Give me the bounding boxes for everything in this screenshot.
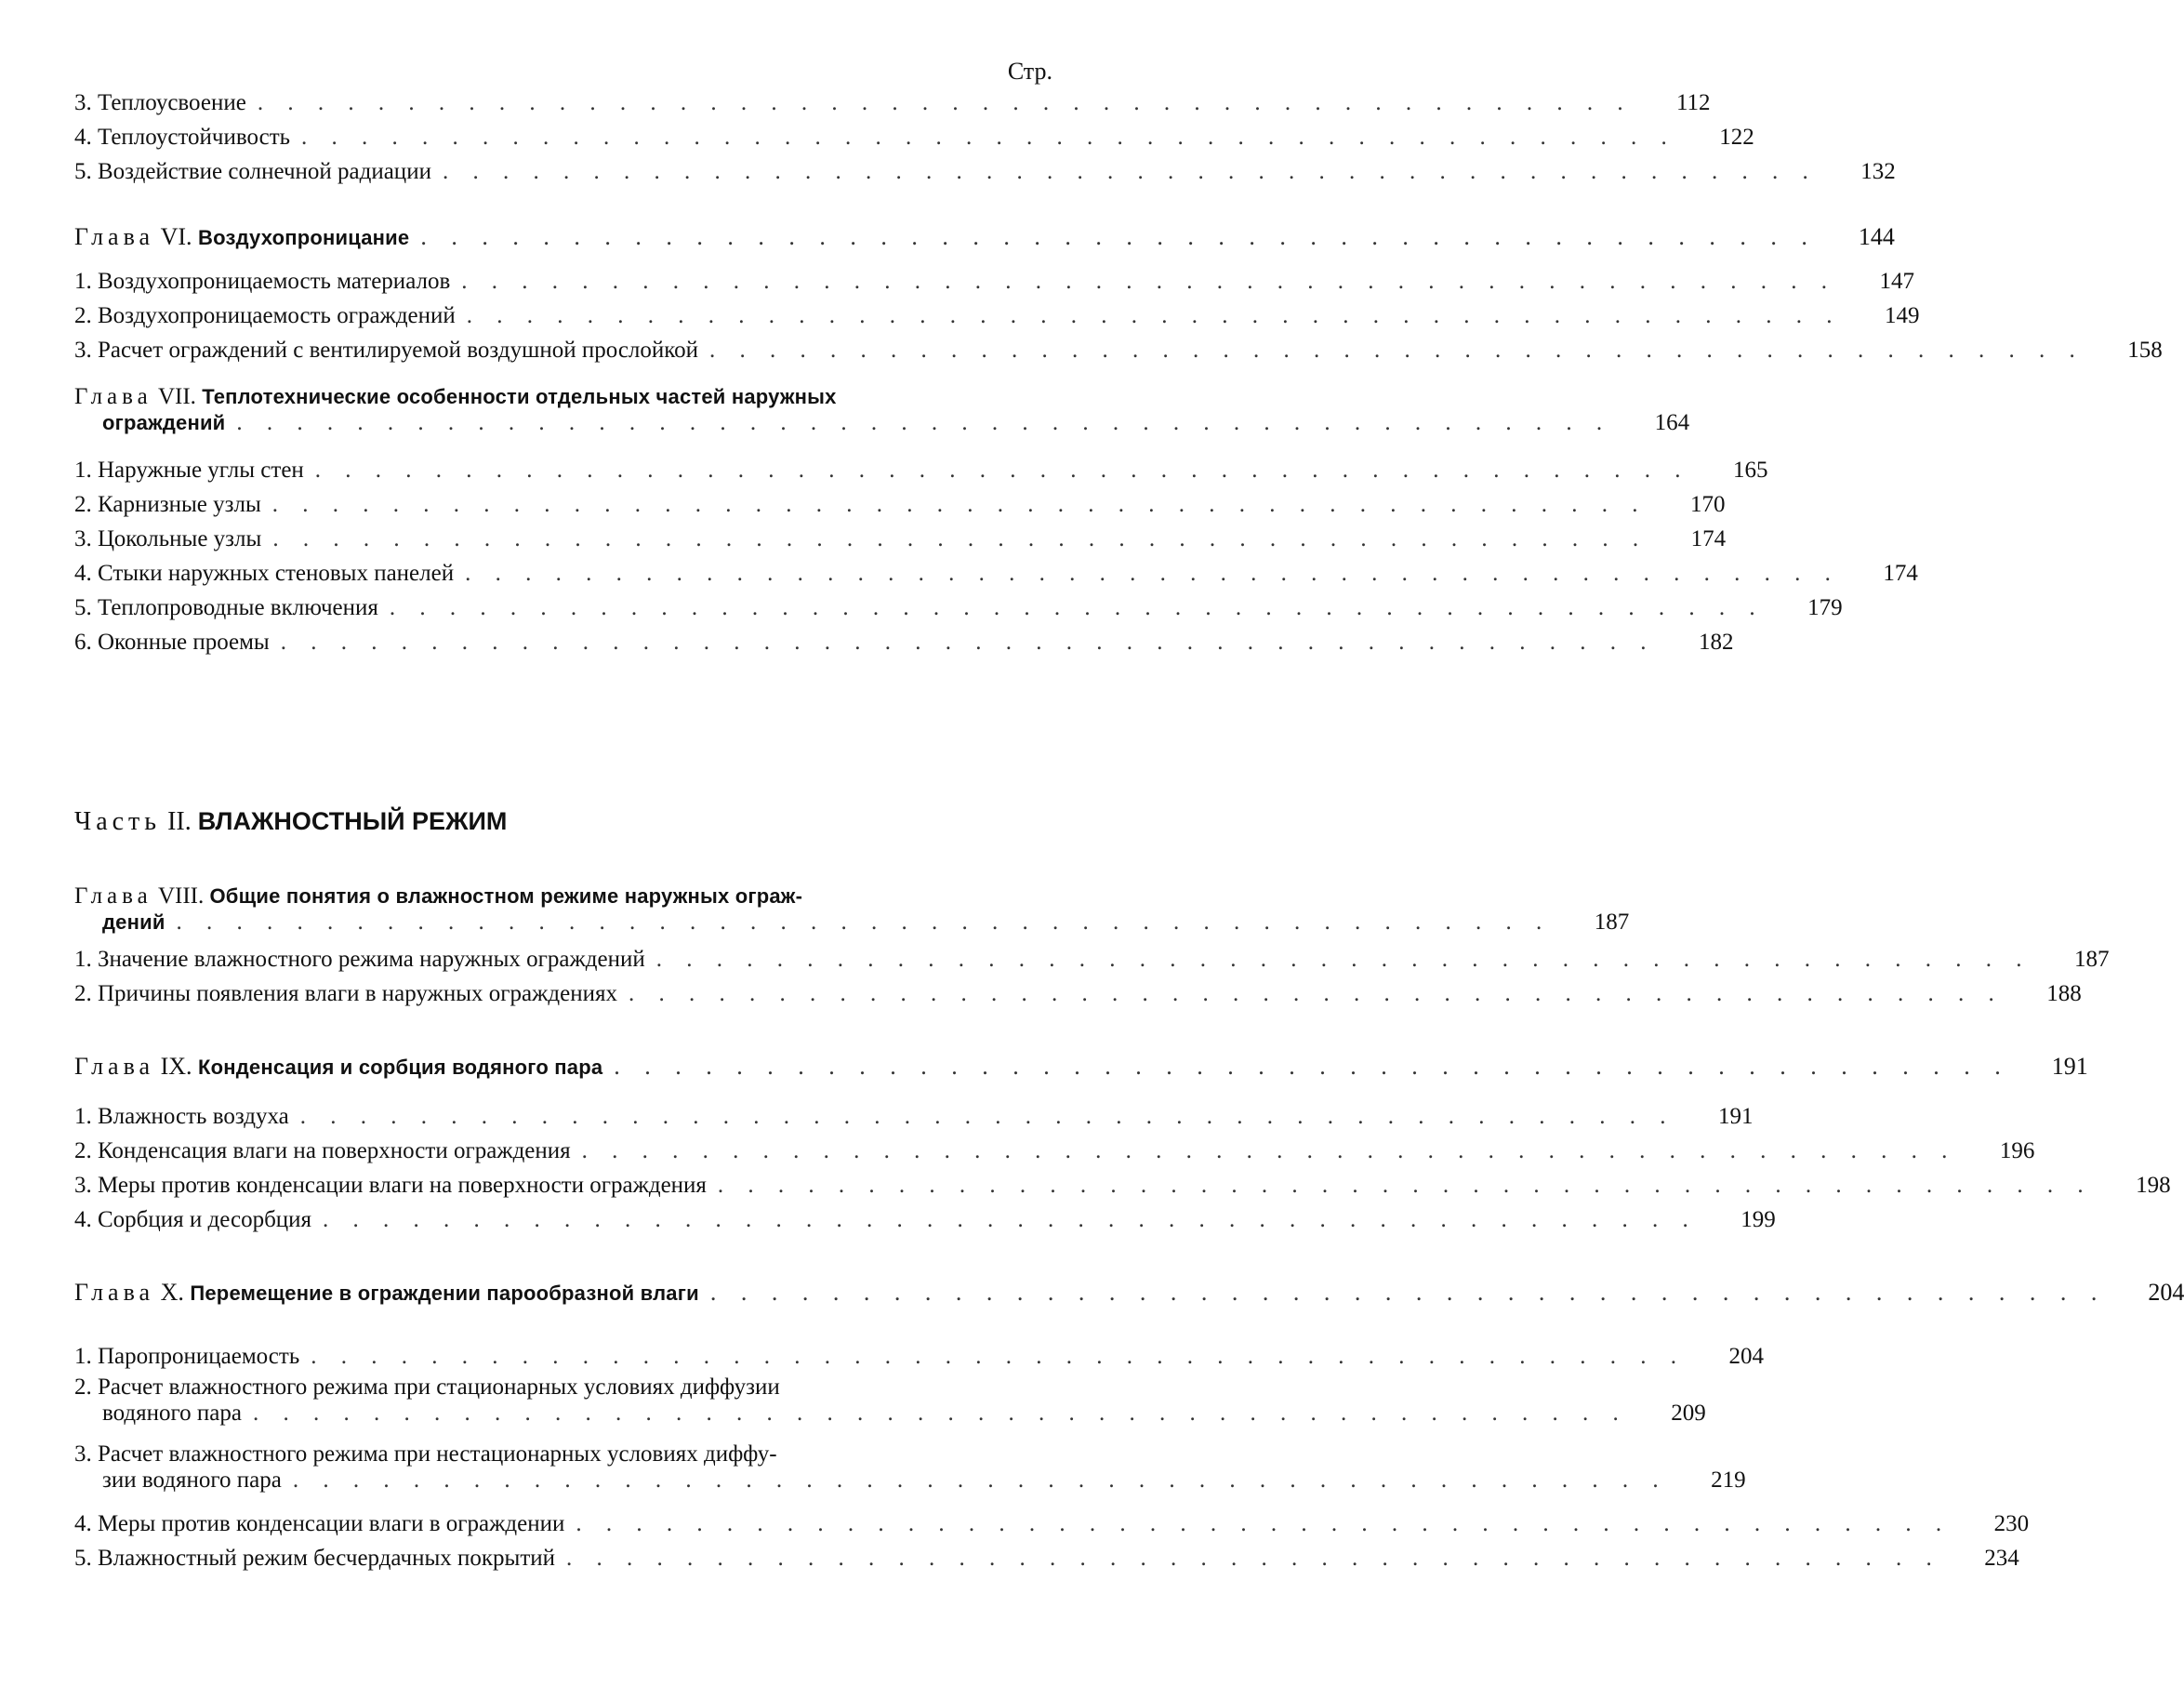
leader-dots: . . . . . . . . . . . . . . . . . . . . . . . . . . . . . . . . . . . . . . . . . . . . . . (272, 526, 1648, 551)
chapter-heading (74, 1052, 2088, 1082)
entry-page: 187 (1594, 910, 1630, 935)
chapter-word: Глава (74, 1053, 155, 1080)
leader-dots: . . . . . . . . . . . . . . . . . . . . . . . . . . . . . . . . . . . . . . . . . . . . . . (442, 159, 1818, 184)
chapter-number: VI. (160, 223, 192, 250)
chapter-number: IX. (160, 1053, 192, 1080)
entry-page: 174 (1690, 526, 1727, 551)
toc-entry (74, 490, 1726, 520)
toc-entry (74, 1205, 1776, 1235)
leader-dots: . . . . . . . . . . . . . . . . . . . . . . . . . . . . . . . . . . . . . . . . . . . . . . (389, 595, 1765, 620)
entry-title-continued: зии водяного пара (102, 1468, 282, 1493)
entry-title: 2. Причины появления влаги в наружных ограждениях (74, 981, 617, 1006)
entry-page: 204 (1728, 1344, 1764, 1369)
chapter-name: Воздухопроницание (198, 226, 410, 249)
leader-dots: . . . . . . . . . . . . . . . . . . . . . . . . . . . . . . . . . . . . . . . . . . . . . . (717, 1173, 2093, 1198)
entry-page: 165 (1733, 458, 1768, 483)
leader-dots: . . . . . . . . . . . . . . . . . . . . . . . . . . . . . . . . . . . . . . . . . . . . . . (420, 223, 1817, 250)
chapter-title (74, 1052, 602, 1082)
leader-dots: . . . . . . . . . . . . . . . . . . . . . . . . . . . . . . . . . . . . . . . . . . . . . . (709, 1279, 2107, 1306)
leader-dots: . . . . . . . . . . . . . . . . . . . . . . . . . . . . . . . . . . . . . . . . . . . . . . (566, 1546, 1941, 1571)
chapter-word: Глава (74, 223, 155, 250)
entry-title: 4. Стыки наружных стеновых панелей (74, 561, 455, 586)
entry-title: 3. Меры против конденсации влаги на поверхности ограждения (74, 1173, 707, 1198)
chapter-name: Общие понятия о влажностном режиме наружных ограж- (209, 884, 803, 908)
entry-page: 196 (1999, 1138, 2035, 1163)
entry-page: 122 (1719, 125, 1754, 150)
entry-title: 2. Карнизные узлы (74, 492, 261, 517)
leader-dots: . . . . . . . . . . . . . . . . . . . . . . . . . . . . . . . . . . . . . . . . . . . . . . (655, 947, 2032, 972)
leader-dots: . . . . . . . . . . . . . . . . . . . . . . . . . . . . . . . . . . . . . . . . . . . . . . (461, 269, 1837, 294)
leader-dots: . . . . . . . . . . . . . . . . . . . . . . . . . . . . . . . . . . . . . . . . . . . . . . (257, 90, 1633, 115)
entry-page: 234 (1984, 1546, 2019, 1571)
leader-dots: . . . . . . . . . . . . . . . . . . . . . . . . . . . . . . . . . . . . . . . . . . . . . . (301, 125, 1676, 150)
page-column-header: Стр. (1007, 58, 1052, 85)
entry-title-line (74, 1468, 1746, 1494)
entry-title: 3. Цокольные узлы (74, 526, 262, 551)
toc-entry (74, 1509, 2030, 1539)
chapter-title (74, 222, 409, 253)
leader-dots: . . . . . . . . . . . . . . . . . . . . . . . . . . . . . . . . . . . . . . . . . . . . . . (311, 1344, 1686, 1369)
leader-dots: . . . . . . . . . . . . . . . . . . . . . . . . . . . . . . . . . . . . . . . . . . . . . . (628, 981, 2004, 1006)
entry-page: 187 (2073, 947, 2110, 972)
toc-entry (74, 336, 2163, 365)
toc-entry (74, 267, 1915, 297)
entry-page: 182 (1698, 630, 1734, 655)
toc-entry (74, 1171, 2171, 1201)
chapter-title-line (74, 910, 1630, 936)
chapter-name: Теплотехнические особенности отдельных частей наружных (202, 385, 837, 408)
leader-dots: . . . . . . . . . . . . . . . . . . . . . . . . . . . . . . . . . . . . . . . . . . . . . . (576, 1511, 1952, 1536)
entry-title: 1. Наружные углы стен (74, 458, 304, 483)
entry-page: 164 (1654, 410, 1690, 435)
entry-title: 5. Теплопроводные включения (74, 595, 378, 620)
toc-entry (74, 628, 1734, 657)
entry-page: 199 (1741, 1207, 1776, 1232)
entry-page: 204 (2148, 1279, 2184, 1306)
toc-entry (74, 123, 1754, 153)
part-title: ВЛАЖНОСТНЫЙ РЕЖИМ (197, 807, 508, 835)
entry-title: 5. Влажностный режим бесчердачных покрытий (74, 1546, 556, 1571)
entry-page: 149 (1885, 303, 1920, 328)
toc-entry (74, 945, 2110, 975)
chapter-title (74, 1278, 699, 1308)
entry-title: 1. Значение влажностного режима наружных ограждений (74, 947, 645, 972)
chapter-number: VIII. (157, 883, 205, 909)
entry-title: 1. Воздухопроницаемость материалов (74, 269, 451, 294)
chapter-word: Глава (74, 883, 152, 909)
chapter-heading (74, 883, 1630, 936)
chapter-title-line (74, 384, 1051, 410)
entry-page: 147 (1879, 269, 1915, 294)
entry-title-line (74, 1401, 1706, 1427)
leader-dots: . . . . . . . . . . . . . . . . . . . . . . . . . . . . . . . . . . . . . . . . . . . . . . (614, 1053, 2010, 1080)
entry-title-continued: водяного пара (102, 1401, 242, 1426)
chapter-title-line (74, 883, 1051, 910)
leader-dots: . . . . . . . . . . . . . . . . . . . . . . . . . . . . . . . . . . . . . . . . . . . . . . (176, 910, 1552, 935)
entry-title: 5. Воздействие солнечной радиации (74, 159, 431, 184)
entry-title-line: 3. Расчет влажностного режима при нестационарных условиях диффу- (74, 1441, 777, 1467)
leader-dots: . . . . . . . . . . . . . . . . . . . . . . . . . . . . . . . . . . . . . . . . . . . . . . (581, 1138, 1957, 1163)
leader-dots: . . . . . . . . . . . . . . . . . . . . . . . . . . . . . . . . . . . . . . . . . . . . . . (465, 561, 1840, 586)
entry-title: 4. Сорбция и десорбция (74, 1207, 312, 1232)
part-heading (74, 807, 507, 837)
chapter-word: Глава (74, 1279, 155, 1306)
entry-title: 1. Паропроницаемость (74, 1344, 300, 1369)
entry-title: 2. Конденсация влаги на поверхности ограждения (74, 1138, 571, 1163)
entry-page: 209 (1671, 1401, 1706, 1426)
entry-page: 198 (2136, 1173, 2171, 1198)
toc-entry (74, 559, 1918, 589)
leader-dots: . . . . . . . . . . . . . . . . . . . . . . . . . . . . . . . . . . . . . . . . . . . . . . (236, 410, 1612, 435)
entry-title-line: 2. Расчет влажностного режима при стационарных условиях диффузии (74, 1375, 780, 1400)
entry-page: 191 (2051, 1053, 2088, 1080)
entry-page: 158 (2127, 338, 2163, 363)
chapter-name: Перемещение в ограждении парообразной влаги (190, 1282, 699, 1305)
entry-page: 170 (1690, 492, 1726, 517)
part-word: Часть (74, 807, 162, 836)
entry-title: 3. Теплоусвоение (74, 90, 246, 115)
leader-dots: . . . . . . . . . . . . . . . . . . . . . . . . . . . . . . . . . . . . . . . . . . . . . . (252, 1401, 1628, 1426)
entry-title: 6. Оконные проемы (74, 630, 270, 655)
toc-entry (74, 979, 2082, 1009)
entry-page: 144 (1858, 223, 1895, 250)
entry-page: 191 (1718, 1104, 1754, 1129)
chapter-heading (74, 222, 1895, 253)
entry-page: 132 (1860, 159, 1896, 184)
chapter-number: X. (160, 1279, 184, 1306)
entry-page: 179 (1807, 595, 1843, 620)
leader-dots: . . . . . . . . . . . . . . . . . . . . . . . . . . . . . . . . . . . . . . . . . . . . . . (271, 492, 1648, 517)
chapter-heading (74, 384, 1690, 436)
leader-dots: . . . . . . . . . . . . . . . . . . . . . . . . . . . . . . . . . . . . . . . . . . . . . . (466, 303, 1842, 328)
entry-page: 174 (1883, 561, 1918, 586)
toc-entry (74, 1102, 1754, 1132)
toc-entry (74, 1136, 2035, 1166)
toc-entry (74, 1375, 1706, 1427)
toc-entry (74, 525, 1727, 554)
toc-entry (74, 1441, 1746, 1494)
entry-page: 230 (1993, 1511, 2030, 1536)
entry-title: 3. Расчет ограждений с вентилируемой воздушной прослойкой (74, 338, 699, 363)
toc-entry (74, 301, 1920, 331)
leader-dots: . . . . . . . . . . . . . . . . . . . . . . . . . . . . . . . . . . . . . . . . . . . . . . (280, 630, 1656, 655)
part-number: II. (167, 807, 192, 836)
entry-title: 2. Воздухопроницаемость ограждений (74, 303, 456, 328)
chapter-name: Конденсация и сорбция водяного пара (198, 1056, 603, 1079)
entry-title: 1. Влажность воздуха (74, 1104, 289, 1129)
toc-entry (74, 593, 1843, 623)
toc-entry (74, 1544, 2019, 1574)
toc-entry (74, 456, 1768, 485)
chapter-number: VII. (157, 384, 196, 409)
chapter-title-line (74, 410, 1690, 436)
leader-dots: . . . . . . . . . . . . . . . . . . . . . . . . . . . . . . . . . . . . . . . . . . . . . . (292, 1468, 1668, 1493)
entry-title: 4. Теплоустойчивость (74, 125, 291, 150)
chapter-name-continued: дений (102, 910, 165, 934)
leader-dots: . . . . . . . . . . . . . . . . . . . . . . . . . . . . . . . . . . . . . . . . . . . . . . (709, 338, 2085, 363)
chapter-name-continued: ограждений (102, 411, 226, 434)
entry-page: 188 (2046, 981, 2082, 1006)
toc-entry (74, 88, 1711, 118)
leader-dots: . . . . . . . . . . . . . . . . . . . . . . . . . . . . . . . . . . . . . . . . . . . . . . (299, 1104, 1675, 1129)
entry-page: 219 (1711, 1468, 1746, 1493)
leader-dots: . . . . . . . . . . . . . . . . . . . . . . . . . . . . . . . . . . . . . . . . . . . . . . (314, 458, 1690, 483)
entry-title: 4. Меры против конденсации влаги в ограждении (74, 1511, 565, 1536)
chapter-word: Глава (74, 384, 152, 409)
toc-entry (74, 157, 1896, 187)
leader-dots: . . . . . . . . . . . . . . . . . . . . . . . . . . . . . . . . . . . . . . . . . . . . . . (323, 1207, 1698, 1232)
entry-page: 112 (1675, 90, 1711, 115)
chapter-heading (74, 1278, 2184, 1308)
toc-entry (74, 1342, 1764, 1372)
